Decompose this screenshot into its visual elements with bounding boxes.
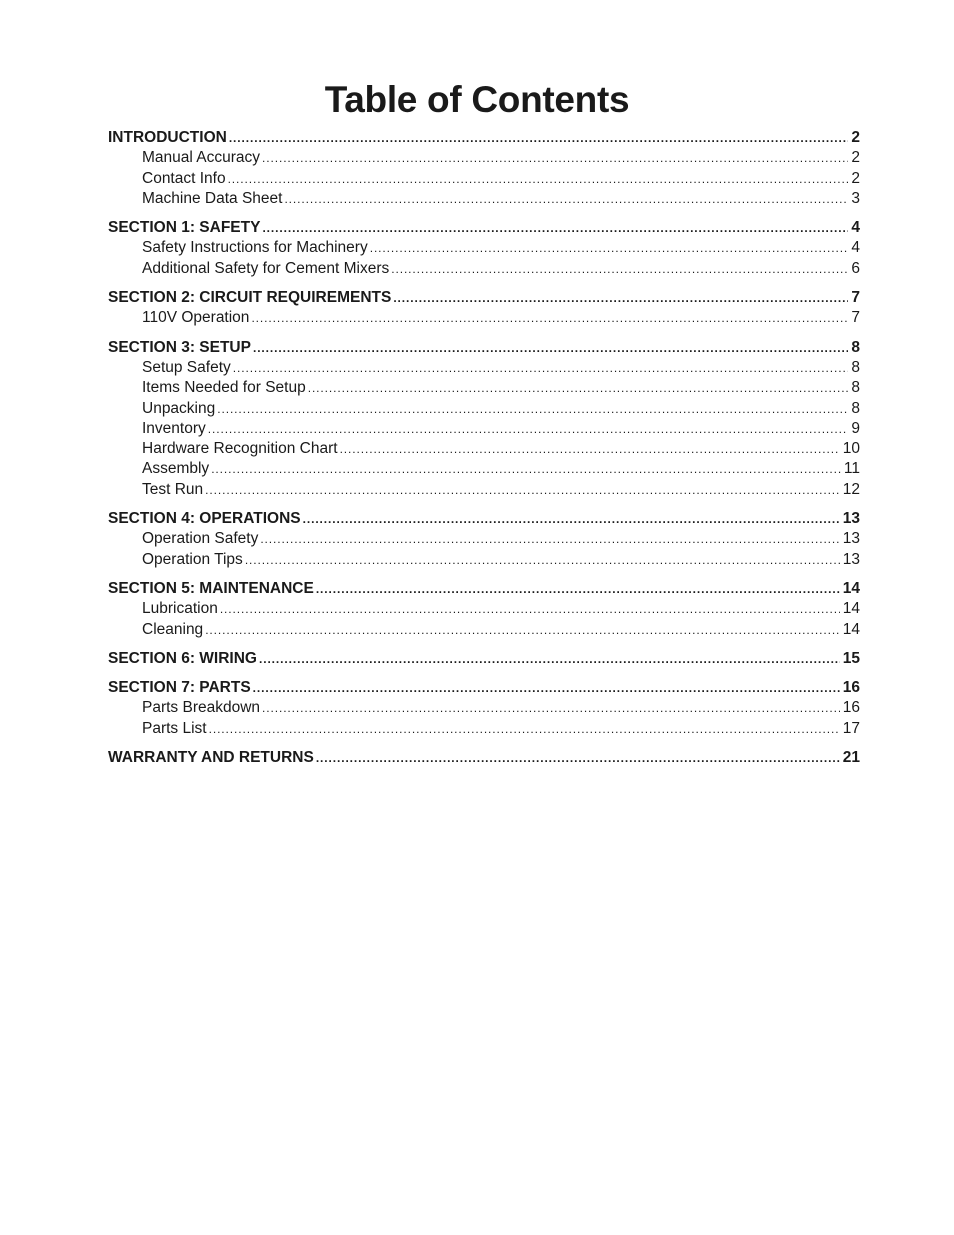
toc-subentry-page: 6 [851,259,860,277]
toc-entry-label: SECTION 1: SAFETY [108,219,261,237]
dot-leader [228,169,849,189]
toc-subentry-label: Parts Breakdown [142,699,261,717]
toc-subentry-label: Unpacking [142,399,216,417]
toc-subentry[interactable] [108,620,860,640]
toc-subentry-page: 2 [851,169,860,187]
toc-entry-label: SECTION 4: OPERATIONS [108,510,301,528]
toc-subentry-page: 2 [851,149,860,167]
toc-subentry-label: Operation Safety [142,530,259,548]
toc-subentry-label: Safety Instructions for Machinery [142,239,368,257]
dot-leader [316,748,840,768]
toc-subentry-page: 8 [851,399,860,417]
dot-leader [251,308,848,328]
dot-leader [284,189,848,209]
dot-leader [262,218,848,238]
toc-subentry-page: 8 [851,358,860,376]
toc-subentry[interactable] [108,358,860,378]
toc-section-introduction [108,128,860,209]
dot-leader [393,288,848,308]
toc-subentry-page: 17 [842,719,860,737]
toc-subentry-page: 9 [851,419,860,437]
dot-leader [370,238,849,258]
toc-subentry-label: Additional Safety for Cement Mixers [142,259,390,277]
toc-subentry-page: 13 [842,530,860,548]
toc-subentry[interactable] [108,169,860,189]
toc-subentry-page: 14 [842,620,860,638]
toc-subentry-page: 14 [842,600,860,618]
dot-leader [260,529,839,549]
dot-leader [340,439,840,459]
toc-subentry-label: Inventory [142,419,206,437]
toc-entry[interactable] [108,579,860,599]
dot-leader [253,678,840,698]
table-of-contents [108,128,860,777]
toc-entry[interactable] [108,218,860,238]
toc-section-safety [108,218,860,279]
toc-subentry-page: 8 [851,379,860,397]
dot-leader [205,480,840,500]
dot-leader [229,128,849,148]
toc-section-operations [108,509,860,570]
toc-subentry-page: 13 [842,550,860,568]
toc-entry[interactable] [108,678,860,698]
toc-entry-page: 2 [851,129,860,146]
toc-entry-page: 16 [842,679,860,697]
toc-entry-label: SECTION 7: PARTS [108,679,251,697]
dot-leader [245,550,840,570]
toc-section-maintenance [108,579,860,640]
dot-leader [233,358,849,378]
toc-section-warranty [108,748,860,768]
toc-subentry[interactable] [108,459,860,479]
dot-leader [308,378,849,398]
dot-leader [208,419,849,439]
toc-subentry-label: Operation Tips [142,550,243,568]
toc-subentry-label: Items Needed for Setup [142,379,306,397]
toc-entry-page: 8 [851,338,860,356]
toc-subentry[interactable] [108,719,860,739]
dot-leader [209,719,840,739]
dot-leader [217,399,848,419]
toc-entry-label: SECTION 6: WIRING [108,649,257,667]
dot-leader [303,509,840,529]
toc-entry-label: SECTION 5: MAINTENANCE [108,579,314,597]
toc-subentry[interactable] [108,189,860,209]
toc-entry-label: WARRANTY AND RETURNS [108,749,314,767]
dot-leader [262,148,848,168]
toc-entry-page: 15 [842,649,860,667]
toc-entry-page: 13 [842,510,860,528]
dot-leader [316,579,840,599]
dot-leader [262,698,840,718]
toc-subentry-label: Test Run [142,480,204,498]
toc-subentry[interactable] [108,550,860,570]
toc-entry-label: SECTION 2: CIRCUIT REQUIREMENTS [108,289,392,307]
page-title: Table of Contents [324,79,630,120]
toc-subentry-page: 12 [842,480,860,498]
toc-entry-page: 14 [842,579,860,597]
toc-subentry-label: Cleaning [142,620,204,638]
toc-subentry-page: 16 [842,699,860,717]
toc-entry[interactable] [108,128,860,148]
toc-section-wiring [108,649,860,669]
toc-subentry-label: Setup Safety [142,358,231,376]
toc-subentry[interactable] [108,529,860,549]
toc-entry-label: SECTION 3: SETUP [108,338,251,356]
toc-entry-page: 7 [851,289,860,307]
toc-subentry-label: Assembly [142,460,210,478]
toc-entry[interactable] [108,338,860,358]
toc-entry-label: INTRODUCTION [108,129,227,146]
toc-section-setup [108,338,860,500]
toc-subentry-page: 10 [842,440,860,458]
toc-subentry[interactable] [108,599,860,619]
toc-entry-page: 21 [842,749,860,767]
toc-subentry-label: Contact Info [142,169,226,187]
dot-leader [205,620,840,640]
toc-subentry-page: 4 [851,239,860,257]
toc-subentry-page: 7 [851,309,860,327]
toc-subentry[interactable] [108,238,860,258]
toc-subentry[interactable] [108,439,860,459]
toc-entry-page: 4 [851,219,860,237]
toc-subentry[interactable] [108,399,860,419]
dot-leader [211,459,841,479]
toc-subentry-page: 11 [843,460,860,478]
toc-section-parts [108,678,860,739]
dot-leader [391,259,848,279]
toc-subentry-page: 3 [851,189,860,207]
toc-subentry-label: 110V Operation [142,309,250,327]
toc-subentry[interactable] [108,259,860,279]
dot-leader [220,599,840,619]
toc-subentry[interactable] [108,378,860,398]
toc-subentry-label: Machine Data Sheet [142,189,283,207]
toc-entry[interactable] [108,649,860,669]
toc-subentry[interactable] [108,308,860,328]
toc-entry[interactable] [108,509,860,529]
toc-subentry[interactable] [108,480,860,500]
toc-subentry-label: Parts List [142,719,207,737]
toc-subentry-label: Manual Accuracy [142,149,261,167]
toc-subentry[interactable] [108,419,860,439]
toc-subentry-label: Hardware Recognition Chart [142,440,338,458]
toc-entry[interactable] [108,748,860,768]
toc-subentry[interactable] [108,148,860,168]
toc-subentry[interactable] [108,698,860,718]
dot-leader [253,338,848,358]
toc-entry[interactable] [108,288,860,308]
toc-section-circuit-requirements [108,288,860,329]
toc-subentry-label: Lubrication [142,600,218,618]
dot-leader [259,649,840,669]
